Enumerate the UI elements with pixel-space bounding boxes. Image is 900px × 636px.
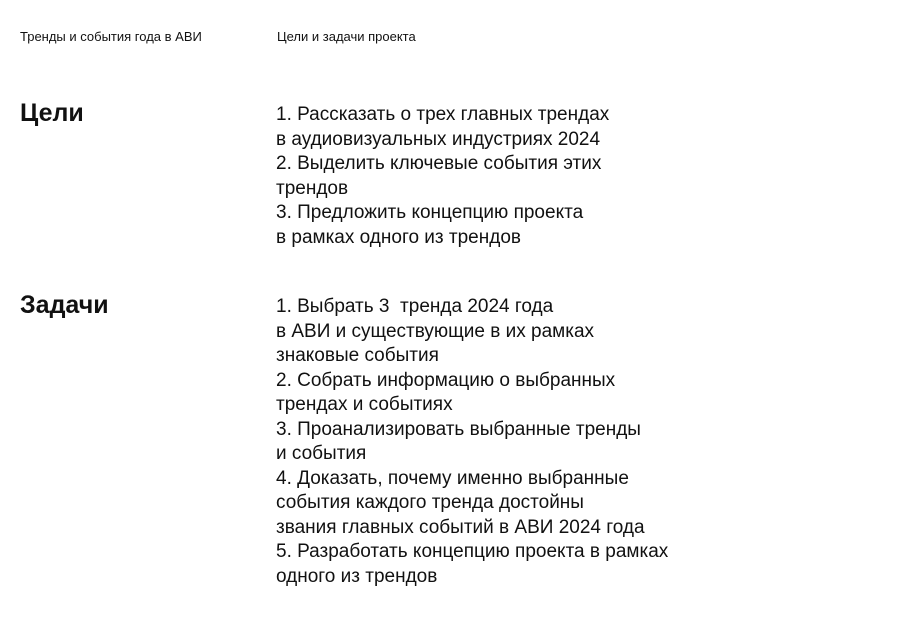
tasks-line: одного из трендов — [276, 565, 438, 587]
goals-line: в аудиовизуальных индустриях 2024 — [276, 128, 601, 150]
tasks-line: звания главных событий в АВИ 2024 года — [276, 516, 645, 538]
goals-heading: Цели — [20, 99, 84, 127]
tasks-line: знаковые события — [276, 345, 439, 366]
tasks-line: и события — [276, 443, 367, 464]
goals-line: в рамках одного из трендов — [276, 226, 521, 248]
goals-line: 1. Рассказать о трех главных трендах — [276, 104, 610, 125]
slide-title: Цели и задачи проекта — [277, 29, 416, 44]
tasks-line: события каждого тренда достойны — [276, 492, 584, 513]
tasks-line: 2. Собрать информацию о выбранных — [276, 369, 616, 391]
tasks-line: 3. Проанализировать выбранные тренды — [276, 418, 641, 440]
goals-list — [276, 103, 609, 250]
tasks-heading: Задачи — [20, 291, 109, 319]
goals-line: 3. Предложить концепцию проекта — [276, 202, 584, 223]
goals-line: 2. Выделить ключевые события этих — [276, 153, 602, 174]
presentation-title: Тренды и события года в АВИ — [20, 29, 202, 44]
goals-line: трендов — [276, 177, 349, 199]
tasks-line: 5. Разработать концепцию проекта в рамках — [276, 541, 669, 562]
tasks-list — [276, 295, 668, 589]
tasks-line: 4. Доказать, почему именно выбранные — [276, 467, 629, 489]
tasks-line: трендах и событиях — [276, 394, 453, 415]
tasks-line: 1. Выбрать 3 тренда 2024 года — [276, 296, 554, 317]
tasks-line: в АВИ и существующие в их рамках — [276, 320, 595, 342]
